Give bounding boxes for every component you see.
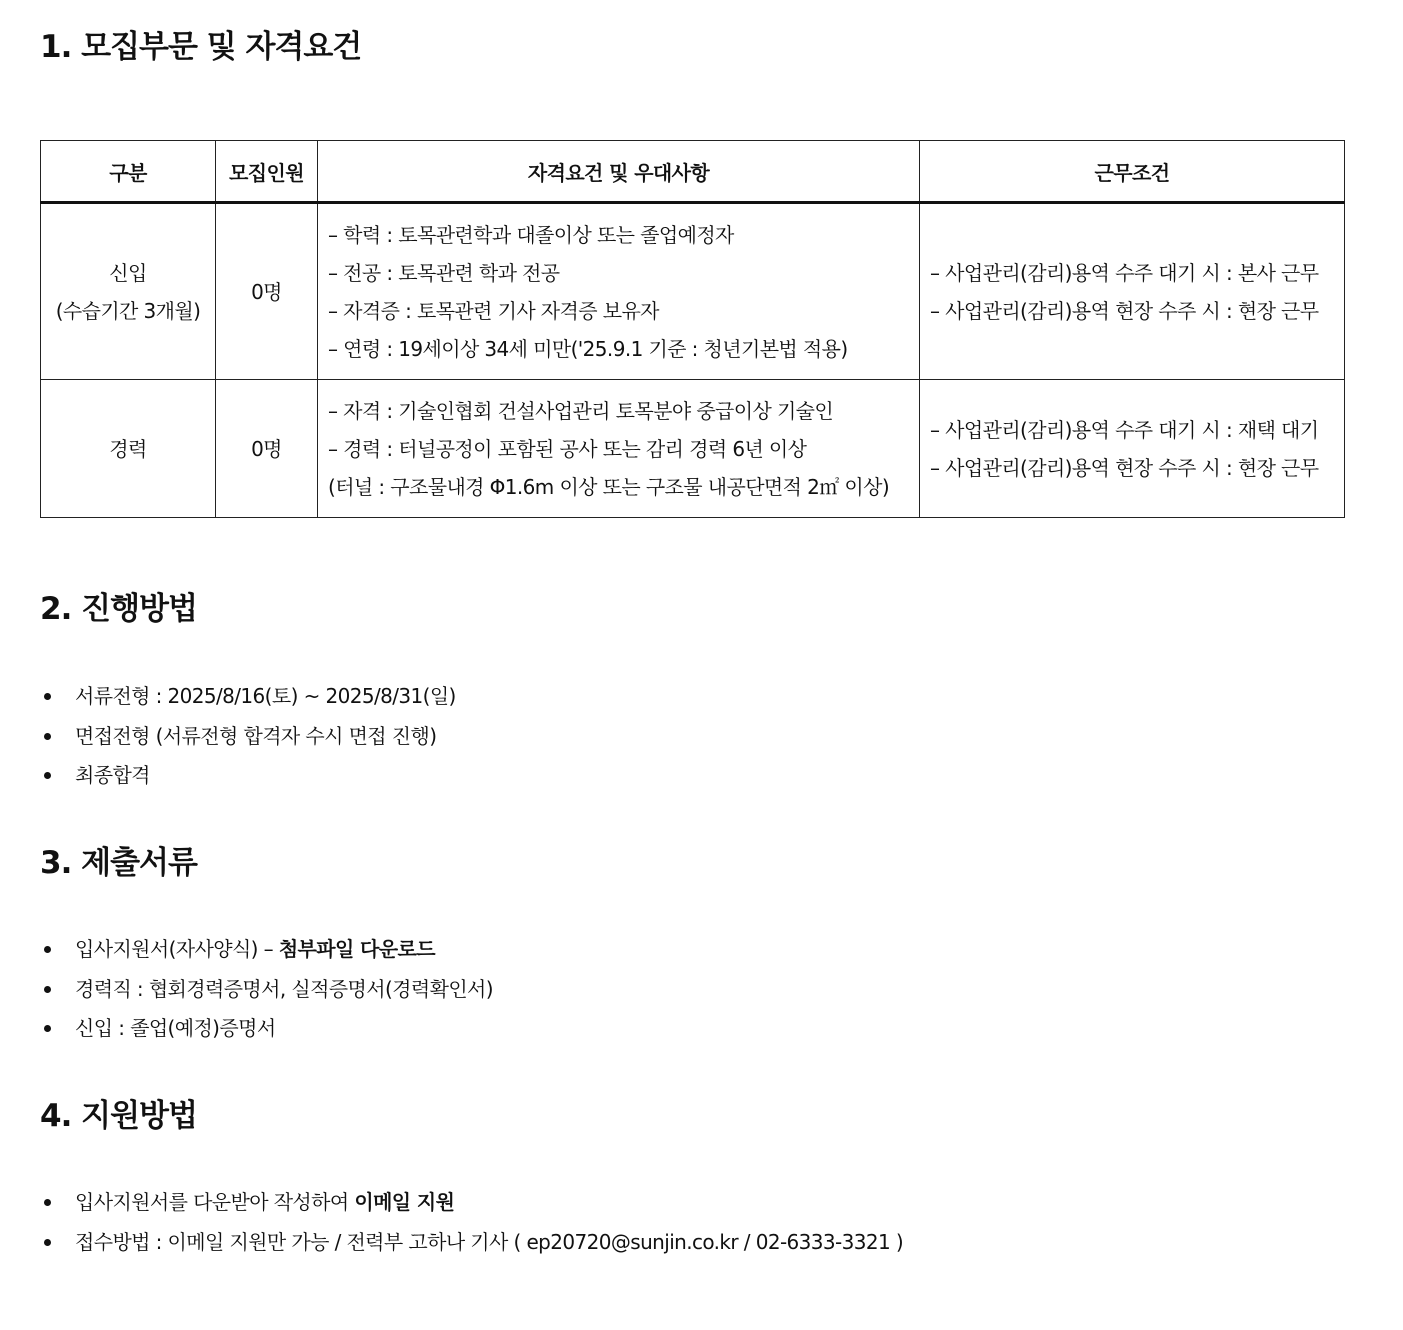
requirement-line: – 연령 : 19세이상 34세 미만('25.9.1 기준 : 청년기본법 적용) bbox=[328, 336, 848, 361]
bullet-icon bbox=[44, 733, 51, 740]
list-item bbox=[40, 1009, 493, 1049]
bullet-icon bbox=[44, 1239, 51, 1246]
list-item-text: 입사지원서를 다운받아 작성하여 bbox=[75, 1190, 355, 1214]
section-title-recruitment: 1. 모집부문 및 자격요건 bbox=[40, 29, 362, 65]
list-item bbox=[40, 1183, 903, 1223]
list-item bbox=[40, 756, 456, 796]
bullet-icon bbox=[44, 1025, 51, 1032]
category-sub-label: (수습기간 3개월) bbox=[55, 298, 201, 323]
list-item bbox=[40, 970, 493, 1010]
recruitment-table bbox=[40, 140, 1345, 518]
category-cell bbox=[41, 380, 216, 518]
header-category: 구분 bbox=[41, 141, 216, 203]
conditions-cell bbox=[920, 203, 1345, 380]
bullet-icon bbox=[44, 1199, 51, 1206]
header-conditions: 근무조건 bbox=[920, 141, 1345, 203]
requirement-line: – 학력 : 토목관련학과 대졸이상 또는 졸업예정자 bbox=[328, 222, 734, 247]
list-item bbox=[40, 930, 493, 970]
category-label: 경력 bbox=[109, 436, 147, 461]
bullet-icon bbox=[44, 986, 51, 993]
requirement-line: (터널 : 구조물내경 Φ1.6m 이상 또는 구조물 내공단면적 2㎡ 이상) bbox=[328, 474, 890, 499]
requirement-line: – 경력 : 터널공정이 포함된 공사 또는 감리 경력 6년 이상 bbox=[328, 436, 807, 461]
section-title-apply: 4. 지원방법 bbox=[40, 1098, 197, 1134]
category-cell bbox=[41, 203, 216, 380]
category-label: 신입 bbox=[109, 260, 147, 285]
bullet-icon bbox=[44, 946, 51, 953]
list-item bbox=[40, 677, 456, 717]
apply-list bbox=[40, 1183, 903, 1262]
list-item-text: 접수방법 : 이메일 지원만 가능 / 전력부 고하나 기사 ( ep20720@sunjin.co.kr / 02-6333-3321 ) bbox=[75, 1229, 904, 1254]
header-requirements: 자격요건 및 우대사항 bbox=[318, 141, 920, 203]
condition-line: – 사업관리(감리)용역 현장 수주 시 : 현장 근무 bbox=[930, 455, 1319, 480]
documents-list bbox=[40, 930, 493, 1049]
condition-line: – 사업관리(감리)용역 현장 수주 시 : 현장 근무 bbox=[930, 298, 1319, 323]
requirement-line: – 전공 : 토목관련 학과 전공 bbox=[328, 260, 560, 285]
header-count: 모집인원 bbox=[216, 141, 318, 203]
requirement-line: – 자격증 : 토목관련 기사 자격증 보유자 bbox=[328, 298, 659, 323]
requirements-cell bbox=[318, 380, 920, 518]
list-item-text: 신입 : 졸업(예정)증명서 bbox=[75, 1016, 276, 1040]
list-item-text: 면접전형 (서류전형 합격자 수시 면접 진행) bbox=[75, 723, 437, 748]
list-item bbox=[40, 1223, 903, 1263]
bullet-icon bbox=[44, 693, 51, 700]
list-item-text: 서류전형 : 2025/8/16(토) ~ 2025/8/31(일) bbox=[75, 684, 456, 708]
count-cell: 0명 bbox=[216, 203, 318, 380]
bullet-icon bbox=[44, 772, 51, 779]
requirements-cell bbox=[318, 203, 920, 380]
conditions-cell bbox=[920, 380, 1345, 518]
section-title-documents: 3. 제출서류 bbox=[40, 845, 197, 881]
table-header-row bbox=[41, 141, 1345, 203]
attachment-download-link[interactable]: 첨부파일 다운로드 bbox=[278, 937, 435, 961]
list-item-text: 입사지원서(자사양식) – bbox=[75, 937, 279, 961]
process-list bbox=[40, 677, 456, 796]
list-item-text: 경력직 : 협회경력증명서, 실적증명서(경력확인서) bbox=[75, 976, 493, 1001]
section-title-process: 2. 진행방법 bbox=[40, 591, 197, 627]
list-item-text: 최종합격 bbox=[75, 763, 150, 787]
requirement-line: – 자격 : 기술인협회 건설사업관리 토목분야 중급이상 기술인 bbox=[328, 398, 834, 423]
count-cell: 0명 bbox=[216, 380, 318, 518]
condition-line: – 사업관리(감리)용역 수주 대기 시 : 재택 대기 bbox=[930, 417, 1319, 442]
email-apply-emphasis: 이메일 지원 bbox=[354, 1190, 455, 1214]
table-row-experienced bbox=[41, 380, 1345, 518]
condition-line: – 사업관리(감리)용역 수주 대기 시 : 본사 근무 bbox=[930, 260, 1319, 285]
list-item bbox=[40, 717, 456, 757]
table-row-newcomer bbox=[41, 203, 1345, 380]
